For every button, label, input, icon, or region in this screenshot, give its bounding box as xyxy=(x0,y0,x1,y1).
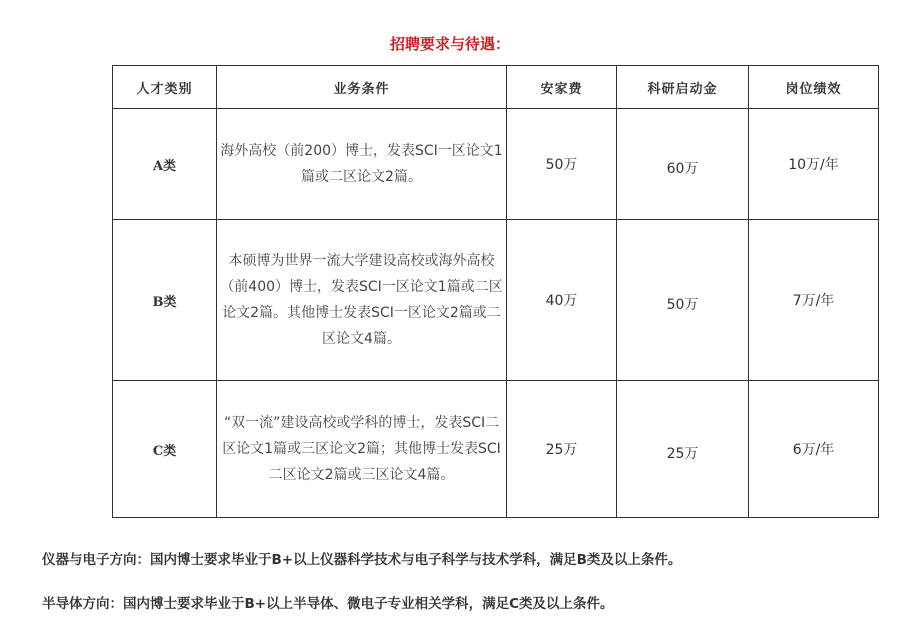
page-title: 招聘要求与待遇： xyxy=(389,35,510,53)
conditions-cell: 海外高校（前200）博士，发表SCI一区论文1篇或二区论文2篇。 xyxy=(217,109,507,220)
table-row xyxy=(113,381,879,518)
note-instrument-direction: 仪器与电子方向：国内博士要求毕业于B+以上仪器科学技术与电子科学与技术学科，满足B类及以上条件。 xyxy=(42,552,682,568)
table-header-row xyxy=(113,66,879,109)
header-conditions: 业务条件 xyxy=(217,66,507,109)
header-performance: 岗位绩效 xyxy=(749,66,879,109)
category-cell: C类 xyxy=(113,381,217,518)
research-fund-cell: 50万 xyxy=(617,220,749,381)
conditions-cell: 本硕博为世界一流大学建设高校或海外高校（前400）博士，发表SCI一区论文1篇或二区论文2篇。其他博士发表SCI一区论文2篇或二区论文4篇。 xyxy=(217,220,507,381)
research-fund-cell: 60万 xyxy=(617,109,749,220)
header-settlement: 安家费 xyxy=(507,66,617,109)
settlement-cell: 25万 xyxy=(507,381,617,518)
recruitment-table xyxy=(112,65,879,518)
header-research-fund: 科研启动金 xyxy=(617,66,749,109)
research-fund-cell: 25万 xyxy=(617,381,749,518)
category-cell: A类 xyxy=(113,109,217,220)
performance-cell: 10万/年 xyxy=(749,109,879,220)
table-row xyxy=(113,109,879,220)
category-cell: B类 xyxy=(113,220,217,381)
table-row xyxy=(113,220,879,381)
note-semiconductor-direction: 半导体方向：国内博士要求毕业于B+以上半导体、微电子专业相关学科，满足C类及以上条件。 xyxy=(42,596,614,612)
settlement-cell: 50万 xyxy=(507,109,617,220)
conditions-cell: “双一流”建设高校或学科的博士，发表SCI二区论文1篇或三区论文2篇；其他博士发表SCI二区论文2篇或三区论文4篇。 xyxy=(217,381,507,518)
header-category: 人才类别 xyxy=(113,66,217,109)
performance-cell: 7万/年 xyxy=(749,220,879,381)
performance-cell: 6万/年 xyxy=(749,381,879,518)
settlement-cell: 40万 xyxy=(507,220,617,381)
